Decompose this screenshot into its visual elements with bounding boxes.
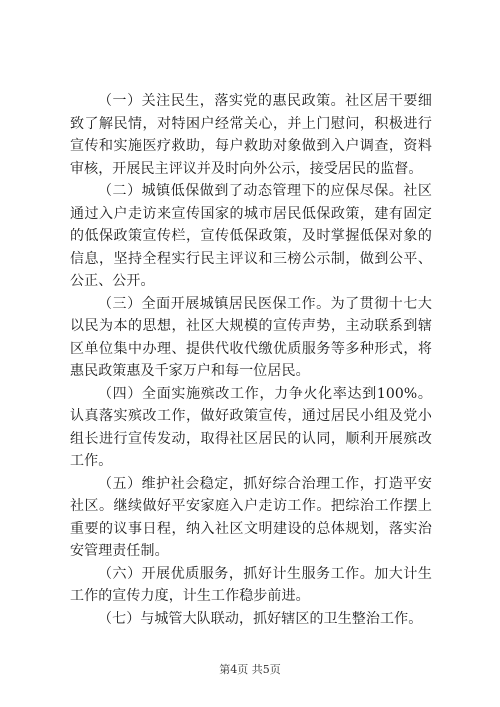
- paragraph-1: （一）关注民生，落实党的惠民政策。社区居干要细致了解民情，对特困户经常关心，并上门慰问，积极进行宣传和实施医疗救助，每户救助对象做到入户调查，资料审核，开展民主评议并及时向外公示，接受居民的监督。: [70, 93, 432, 177]
- paragraph-6: （六）开展优质服务，抓好计生服务工作。加大计生工作的宣传力度，计生工作稳步前进。: [70, 565, 432, 604]
- page-footer: 第4页 共5页: [219, 663, 281, 676]
- paragraph-4: （四）全面实施殡改工作，力争火化率达到100%。认真落实殡改工作，做好政策宣传，通过居民小组及党小组长进行宣传发动，取得社区居民的认同，顺利开展殡改工作。: [70, 385, 432, 469]
- paragraph-5: （五）维护社会稳定，抓好综合治理工作，打造平安社区。继续做好平安家庭入户走访工作。把综治工作摆上重要的议事日程，纳入社区文明建设的总体规划，落实治安管理责任制。: [70, 475, 432, 559]
- document-body: [70, 90, 432, 630]
- paragraph-2: （二）城镇低保做到了动态管理下的应保尽保。社区通过入户走访来宣传国家的城市居民低保政策，建有固定的低保政策宣传栏，宣传低保政策，及时掌握低保对象的信息，坚持全程实行民主评议和三榜公示制，做到公平、公正、公开。: [70, 183, 432, 289]
- paragraph-3: （三）全面开展城镇居民医保工作。为了贯彻十七大以民为本的思想，社区大规模的宣传声势，主动联系到辖区单位集中办理、提供代收代缴优质服务等多种形式，将惠民政策惠及千家万户和每一位居民。: [70, 295, 432, 379]
- paragraph-7: （七）与城管大队联动，抓好辖区的卫生整治工作。: [98, 610, 423, 627]
